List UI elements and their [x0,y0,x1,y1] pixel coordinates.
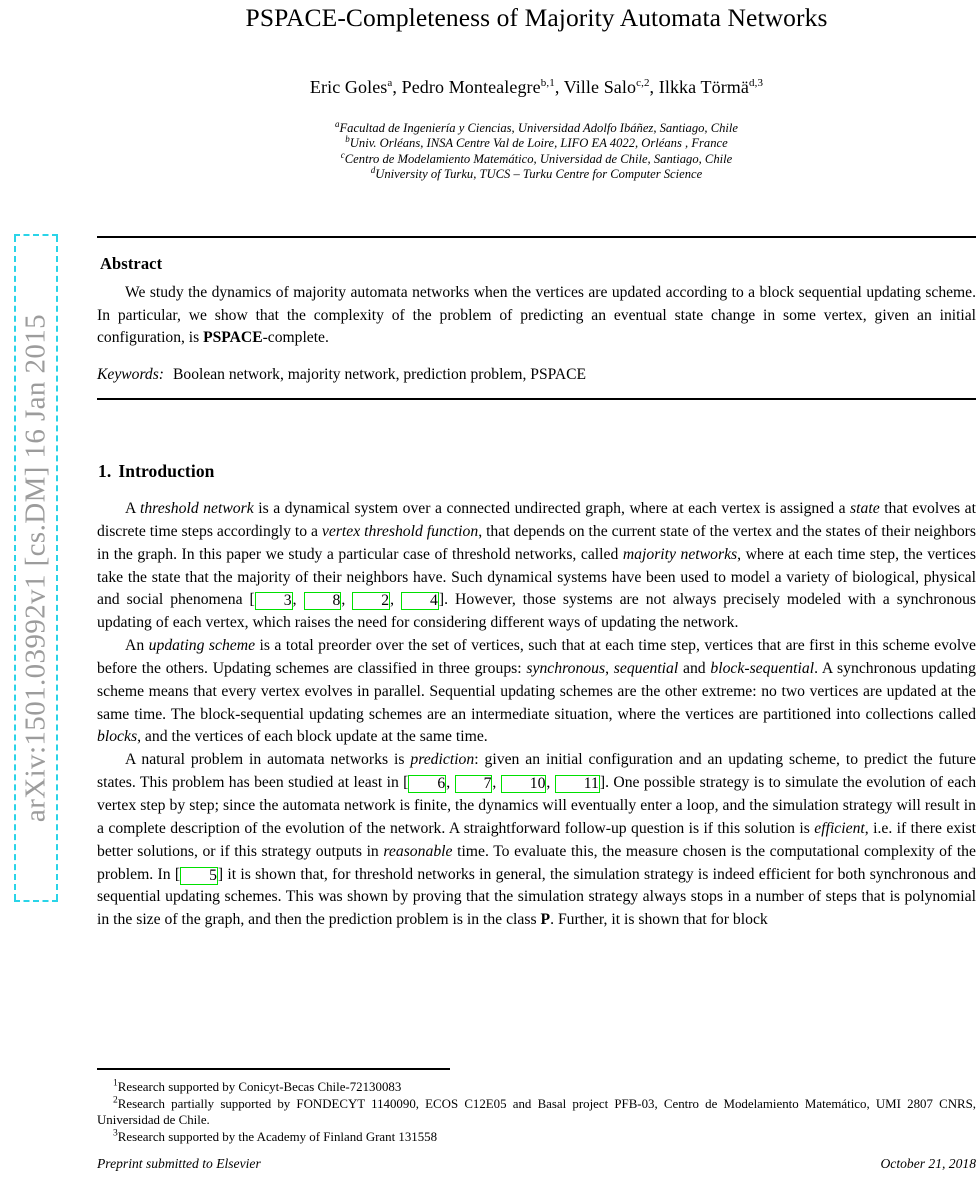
text-run: that evolves at discrete time steps accordingly to a [97,500,976,540]
section-title: Introduction [118,461,215,481]
section-heading-introduction [98,461,215,482]
abstract-text-part2: -complete. [262,329,329,347]
emphasis-blocks: blocks [97,728,138,746]
citation-link[interactable]: 10 [501,775,547,793]
emphasis-block-sequential: block-sequential [710,659,815,677]
keywords-values: Boolean network, majority network, prediction problem, PSPACE [173,365,587,383]
emphasis-updating-scheme: updating scheme [148,637,256,655]
footnote-mark: 2 [113,1095,118,1106]
arxiv-stamp-text: arXiv:1501.03992v1 [cs.DM] 16 Jan 2015 [19,313,52,823]
keywords-line [97,364,976,385]
affiliation-item [97,149,976,167]
author-entry [310,77,392,97]
citation-sep: , [390,591,402,609]
footnote-text: Research partially supported by FONDECYT 1140090, ECOS C12E05 and Basal project PFB-03, Centro de Modelamiento Matemático, UMI 2807 CNRS, Universidad de Chile. [97,1096,976,1128]
affiliation-item [97,136,976,151]
author-sep: , [554,77,564,97]
footnote-item [97,1096,976,1129]
body-text [97,498,976,932]
paragraph-2 [97,635,976,749]
text-run: is a dynamical system over a connected undirected graph, where at each vertex is assigned a [253,500,851,517]
text-run: is a total preorder over the set of vertices, such that at each time step, vertices that are first in this scheme evolve before the others. Updating schemes are classified in three groups: [97,637,976,677]
author-list [97,77,976,98]
footer-right: October 21, 2018 [880,1156,976,1171]
text-run: time. To evaluate this, the measure chosen is the computational complexity of the problem. In [ [97,842,976,883]
author-name: Pedro Montealegre [401,77,541,97]
affiliation-list [97,118,976,182]
abstract-top-rule [97,236,976,238]
footer-left: Preprint submitted to Elsevier [97,1156,261,1171]
citation-link[interactable]: 6 [408,775,446,793]
text-run: and [678,659,711,677]
abstract-bold-term: PSPACE [203,329,263,347]
emphasis-vertex-threshold-function: vertex threshold function [321,522,479,540]
text-run: , [605,659,614,677]
text-run: . A synchronous updating scheme means that every vertex evolves in parallel. Sequential updating schemes are the other extreme: no two vertices are updated at the same time. The block-sequential updating schemes are an intermediate situation, where the vertices are partitioned into collections called [97,659,976,723]
section-number: 1. [98,461,112,481]
affiliation-text: Facultad de Ingeniería y Ciencias, Universidad Adolfo Ibáñez, Santiago, Chile [339,121,738,135]
author-name: Eric Goles [309,77,388,97]
emphasis-majority-networks: majority networks [622,545,738,563]
citation-sep: , [492,774,501,792]
emphasis-state: state [850,500,880,517]
citation-sep: , [546,774,555,792]
abstract-body [97,282,976,350]
citation-sep: , [446,774,455,792]
affiliation-item [97,164,976,182]
complexity-class-p: P [540,911,551,929]
keywords-label: Keywords: [97,365,164,383]
abstract-heading: Abstract [100,254,163,273]
citation-link[interactable]: 7 [455,775,493,793]
text-run: . Further, it is shown that for block [550,911,768,929]
citation-link[interactable]: 2 [352,592,390,610]
author-entry [564,77,650,97]
page-content [97,0,976,1200]
author-entry [659,77,763,97]
text-run: ]. However, those systems are not always precisely modeled with a synchronous updating of each vertex, which raises the need for considering different ways of updating the network. [97,591,976,632]
abstract-bottom-rule [97,398,976,400]
affiliation-item [97,118,976,136]
text-run: : given an initial configuration and an updating scheme, to predict the future states. This problem has been studied at least in [ [97,751,976,792]
footnote-mark: 3 [113,1128,118,1139]
citation-link[interactable]: 3 [255,592,293,610]
text-run: , that depends on the current state of the vertex and the states of their neighbors in the graph. In this paper we study a particular case of threshold networks, called [97,522,976,563]
emphasis-sequential: sequential [613,659,679,677]
citation-link[interactable]: 11 [555,775,600,793]
abstract-block [97,254,976,385]
footnote-text: Research supported by the Academy of Finland Grant 131558 [117,1129,438,1144]
author-sep: , [649,77,659,97]
citation-sep: , [341,591,353,609]
page-footer [97,1156,976,1172]
affiliation-text: Univ. Orléans, INSA Centre Val de Loire, LIFO EA 4022, Orléans , France [349,136,728,151]
paragraph-1 [97,498,976,635]
author-marks: d,3 [749,77,764,89]
emphasis-efficient: efficient [814,819,865,837]
text-run: A natural problem in automata networks is [125,751,411,769]
text-run: ] it is shown that, for threshold networks in general, the simulation strategy is indeed efficient for both synchronous and sequential updating schemes. This was shown by proving that the simulation strategy always stops in a number of steps that is polynomial in the size of the graph, and then the prediction problem is in the class [97,865,976,929]
citation-link[interactable]: 4 [401,592,439,610]
paragraph-3 [97,749,976,932]
emphasis-threshold-network: threshold network [139,500,254,517]
affiliation-text: Centro de Modelamiento Matemático, Universidad de Chile, Santiago, Chile [344,151,733,166]
author-name: Ilkka Törmä [658,77,749,97]
page-title: PSPACE-Completeness of Majority Automata Networks [245,3,828,32]
author-sep: , [392,77,402,97]
affiliation-mark: c [340,149,345,160]
citation-link[interactable]: 8 [304,592,342,610]
footnote-text: Research supported by Conicyt-Becas Chile-72130083 [117,1080,402,1094]
affiliation-mark: b [345,134,350,145]
text-run: A [125,500,140,517]
footnote-item [97,1079,976,1096]
affiliation-text: University of Turku, TUCS – Turku Centre for Computer Science [375,166,703,181]
affiliation-mark: a [334,118,340,129]
text-run: , i.e. if there exist better solutions, or if this strategy outputs in [97,819,976,860]
text-run: , where at each time step, the vertices take the state that the majority of their neighbors have. Such dynamical systems have been used to model a variety of biological, physical and social phenomena [ [97,545,976,609]
citation-sep: , [292,591,304,609]
citation-link[interactable]: 5 [180,867,218,885]
footnote-mark: 1 [113,1078,118,1089]
emphasis-reasonable: reasonable [383,842,453,860]
emphasis-prediction: prediction [410,751,475,769]
author-marks: c,2 [636,77,650,89]
author-marks: a [387,77,393,89]
text-run: , and the vertices of each block update at the same time. [137,728,488,746]
author-entry [402,77,555,97]
text-run: An [125,637,149,655]
author-name: Ville Salo [563,77,637,97]
abstract-text-part1: We study the dynamics of majority automata networks when the vertices are updated according to a block sequential updating scheme. In particular, we show that the complexity of the problem of predicting an eventual state change in some vertex, given an initial configuration, is [97,284,976,347]
text-run: ]. One possible strategy is to simulate the evolution of each vertex step by step; since the automata network is finite, the dynamics will eventually enter a loop, and the simulation strategy will result in a complete description of the evolution of the network. A straightforward follow-up question is if this solution is [97,774,976,837]
footnote-separator-rule [97,1068,450,1070]
arxiv-stamp [14,236,58,900]
footnote-item [97,1129,976,1146]
affiliation-mark: d [370,164,376,175]
emphasis-synchronous: synchronous [526,659,606,677]
footnote-list [97,1079,976,1145]
author-marks: b,1 [540,77,555,89]
